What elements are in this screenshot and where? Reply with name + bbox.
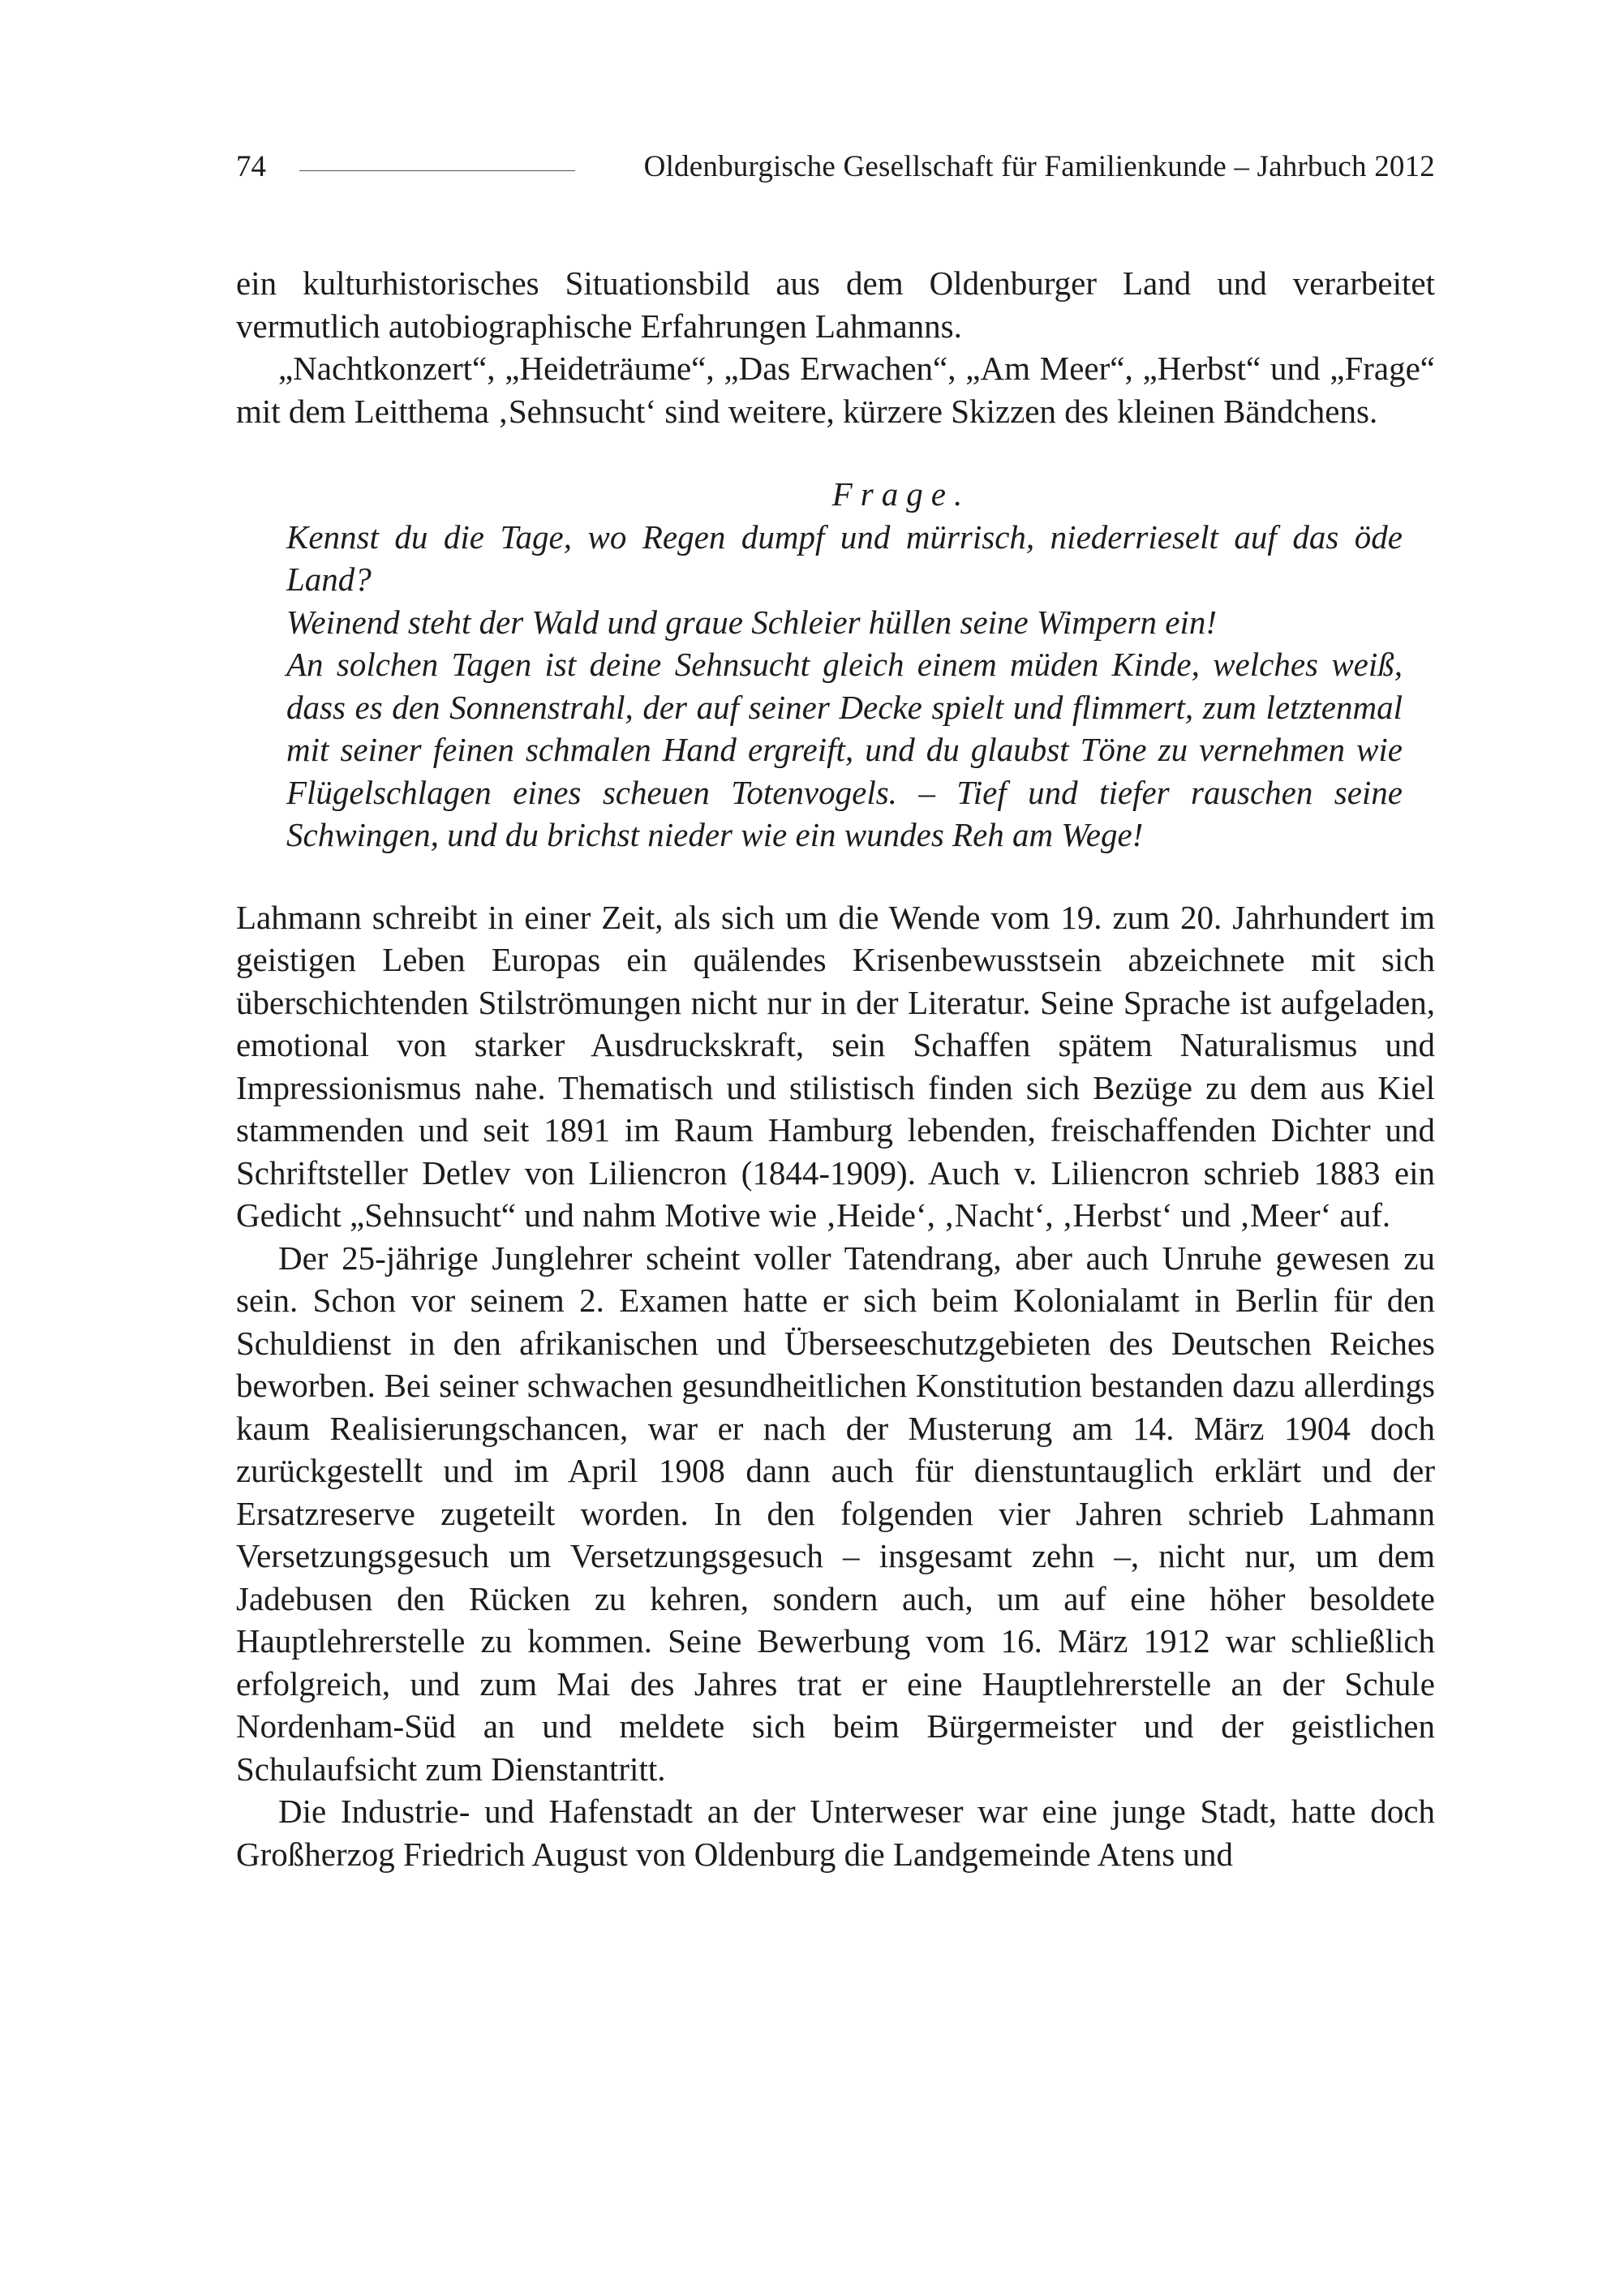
- running-header: [236, 149, 1435, 190]
- poem-line: Kennst du die Tage, wo Regen dumpf und mürrisch, niederrieselt auf das öde Land?: [286, 517, 1403, 598]
- page-number: 74: [236, 150, 266, 183]
- paragraph: Die Industrie- und Hafenstadt an der Unterweser war eine junge Stadt, hatte doch Großherzog Friedrich August von Oldenburg die Landgemeinde Atens und: [236, 1793, 1435, 1873]
- header-rule: [299, 170, 575, 171]
- poem-title: Frage.: [831, 475, 971, 513]
- body-text: [236, 262, 1435, 1875]
- running-title: Oldenburgische Gesellschaft für Familienkunde – Jahrbuch 2012: [643, 150, 1435, 183]
- paragraph: Lahmann schreibt in einer Zeit, als sich um die Wende vom 19. zum 20. Jahrhundert im geistigen Leben Europas ein quälendes Krisenbewusstsein abzeichnete mit sich überschichtenden Stilströmungen nicht nur in der Literatur. Seine Sprache ist aufgeladen, emotional von starker Ausdruckskraft, sein Schaffen spätem Naturalismus und Impressionismus nahe. Thematisch und stilistisch finden sich Bezüge zu dem aus Kiel stammenden und seit 1891 im Raum Hamburg lebenden, freischaffenden Dichter und Schriftsteller Detlev von Liliencron (1844-1909). Auch v. Liliencron schrieb 1883 ein Gedicht „Sehnsucht“ und nahm Motive wie ‚Heide‘, ‚Nacht‘, ‚Herbst‘ und ‚Meer‘ auf.: [236, 898, 1435, 1234]
- paragraph-intro-2: „Nachtkonzert“, „Heideträume“, „Das Erwachen“, „Am Meer“, „Herbst“ und „Frage“ mit dem Leitthema ‚Sehnsucht‘ sind weitere, kürzere Skizzen des kleinen Bändchens.: [236, 350, 1435, 430]
- paragraph-intro-1: ein kulturhistorisches Situationsbild aus dem Oldenburger Land und verarbeitet vermutlich autobiographische Erfahrungen Lahmanns.: [236, 264, 1435, 345]
- poem-line: Weinend steht der Wald und graue Schleier hüllen seine Wimpern ein!: [286, 603, 1218, 641]
- poem-line: An solchen Tagen ist deine Sehnsucht gleich einem müden Kinde, welches weiß, dass es den Sonnenstrahl, der auf seiner Decke spielt und flimmert, zum letztenmal mit seiner feinen schmalen Hand ergreift, und du glaubst Töne zu vernehmen wie Flügelschlagen eines scheuen Totenvogels. – Tief und tiefer rauschen seine Schwingen, und du brichst nieder wie ein wundes Reh am Wege!: [286, 646, 1403, 853]
- paragraph: Der 25-jährige Junglehrer scheint voller Tatendrang, aber auch Unruhe gewesen zu sein. Schon vor seinem 2. Examen hatte er sich beim Kolonialamt in Berlin für den Schuldienst in den afrikanischen und Überseeschutzgebieten des Deutschen Reiches beworben. Bei seiner schwachen gesundheitlichen Konstitution bestanden dazu allerdings kaum Realisierungschancen, war er nach der Musterung am 14. März 1904 doch zurückgestellt und im April 1908 dann auch für dienstuntauglich erklärt und der Ersatzreserve zugeteilt worden. In den folgenden vier Jahren schrieb Lahmann Versetzungsgesuch um Versetzungsgesuch – insgesamt zehn –, nicht nur, um dem Jadebusen den Rücken zu kehren, sondern auch, um auf eine höher besoldete Hauptlehrerstelle zu kommen. Seine Bewerbung vom 16. März 1912 war schließlich erfolgreich, und zum Mai des Jahres trat er eine Hauptlehrerstelle an der Schule Nordenham-Süd an und meldete sich beim Bürgermeister und der geistlichen Schulaufsicht zum Dienstantritt.: [236, 1239, 1435, 1788]
- quoted-poem: [236, 473, 1435, 857]
